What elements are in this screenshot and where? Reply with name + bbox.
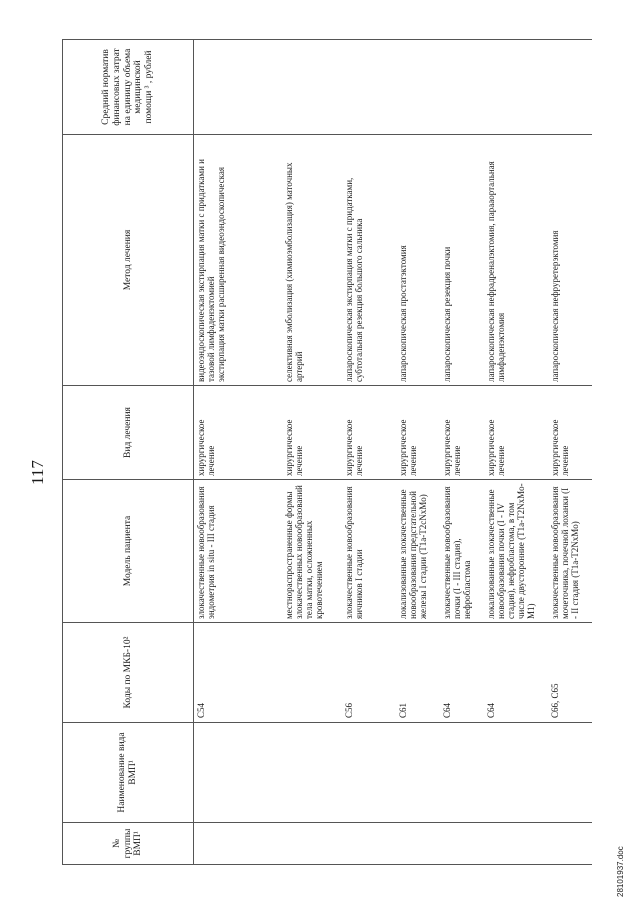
cell-cost bbox=[194, 40, 282, 135]
header-model: Модель пациента bbox=[63, 480, 194, 623]
cell-cost bbox=[440, 40, 484, 135]
cell-code: C56 bbox=[342, 623, 396, 723]
cell-code: C66, C65 bbox=[548, 623, 592, 723]
cell-type: хирургическое лечение bbox=[194, 386, 282, 480]
cell-method: лапароскопическая простатэктомия bbox=[396, 135, 440, 386]
cell-model: злокачественные новообразования эндометрия in situ - III стадия bbox=[194, 480, 282, 623]
table-row bbox=[440, 40, 484, 865]
cell-model: местнораспространенные формы злокачественных новообразований тела матки, осложненных кровотечением bbox=[282, 480, 342, 623]
table-row bbox=[342, 40, 396, 865]
cell-name bbox=[440, 723, 484, 823]
cell-name bbox=[396, 723, 440, 823]
cell-num bbox=[484, 823, 548, 865]
cell-method: видеоэндоскопическая экстирпация матки с придатками и тазовой лимфаденэктомией экстирпация матки расширенная видеоэндоскопическая bbox=[194, 135, 282, 386]
footer-filename: 28101937.doc bbox=[616, 846, 625, 897]
header-type: Вид лечения bbox=[63, 386, 194, 480]
table-row bbox=[194, 40, 282, 865]
cell-code: C54 bbox=[194, 623, 282, 723]
cell-num bbox=[194, 823, 282, 865]
header-num: № группы ВМП¹ bbox=[63, 823, 194, 865]
cell-type: хирургическое лечение bbox=[484, 386, 548, 480]
cell-code: C61 bbox=[396, 623, 440, 723]
cell-name bbox=[548, 723, 592, 823]
treatment-table bbox=[62, 39, 592, 865]
cell-type: хирургическое лечение bbox=[548, 386, 592, 480]
header-name: Наименование вида ВМП¹ bbox=[63, 723, 194, 823]
cell-model: злокачественные новообразования мочеточника, почечной лоханки (I - II стадия (T1a-T2NxMo) bbox=[548, 480, 592, 623]
page-number: 117 bbox=[28, 460, 47, 485]
table-row bbox=[282, 40, 342, 865]
cell-type: хирургическое лечение bbox=[440, 386, 484, 480]
cell-num bbox=[440, 823, 484, 865]
header-codes: Коды по МКБ-10² bbox=[63, 623, 194, 723]
cell-code bbox=[282, 623, 342, 723]
cell-num bbox=[396, 823, 440, 865]
cell-method: лапароскопическая нефрадреналэктомия, парааортальная лимфаденэктомия bbox=[484, 135, 548, 386]
table-row bbox=[396, 40, 440, 865]
cell-cost bbox=[484, 40, 548, 135]
header-row bbox=[63, 40, 194, 865]
cell-name bbox=[342, 723, 396, 823]
cell-name bbox=[484, 723, 548, 823]
cell-name bbox=[194, 723, 282, 823]
cell-type: хирургическое лечение bbox=[342, 386, 396, 480]
table-row bbox=[484, 40, 548, 865]
cell-cost bbox=[282, 40, 342, 135]
table-row bbox=[548, 40, 592, 865]
cell-type: хирургическое лечение bbox=[282, 386, 342, 480]
cell-model: локализованные злокачественные новообразования предстательной железы I стадии (T1a-T2cNxMo) bbox=[396, 480, 440, 623]
cell-method: лапароскопическая нефруретерэктомия bbox=[548, 135, 592, 386]
cell-num bbox=[282, 823, 342, 865]
cell-model: локализованные злокачественные новообразования почки (I - IV стадия), нефробластома, в том числе двусторонние (T1a-T2NxMo-M1) bbox=[484, 480, 548, 623]
cell-code: C64 bbox=[440, 623, 484, 723]
cell-name bbox=[282, 723, 342, 823]
cell-model: злокачественные новообразования почки (I - III стадия), нефробластома bbox=[440, 480, 484, 623]
cell-method: селективная эмболизация (химиоэмболизация) маточных артерий bbox=[282, 135, 342, 386]
cell-method: лапароскопическая экстирпация матки с придатками, субтотальная резекция большого сальника bbox=[342, 135, 396, 386]
cell-num bbox=[548, 823, 592, 865]
cell-code: C64 bbox=[484, 623, 548, 723]
cell-cost bbox=[396, 40, 440, 135]
cell-cost bbox=[342, 40, 396, 135]
cell-cost bbox=[548, 40, 592, 135]
header-method: Метод лечения bbox=[63, 135, 194, 386]
cell-num bbox=[342, 823, 396, 865]
cell-method: лапароскопическая резекция почки bbox=[440, 135, 484, 386]
cell-model: злокачественные новообразования яичников I стадии bbox=[342, 480, 396, 623]
header-cost: Средний норматив финансовых затрат на единицу объема медицинской помощи ³ , рублей bbox=[63, 40, 194, 135]
cell-type: хирургическое лечение bbox=[396, 386, 440, 480]
